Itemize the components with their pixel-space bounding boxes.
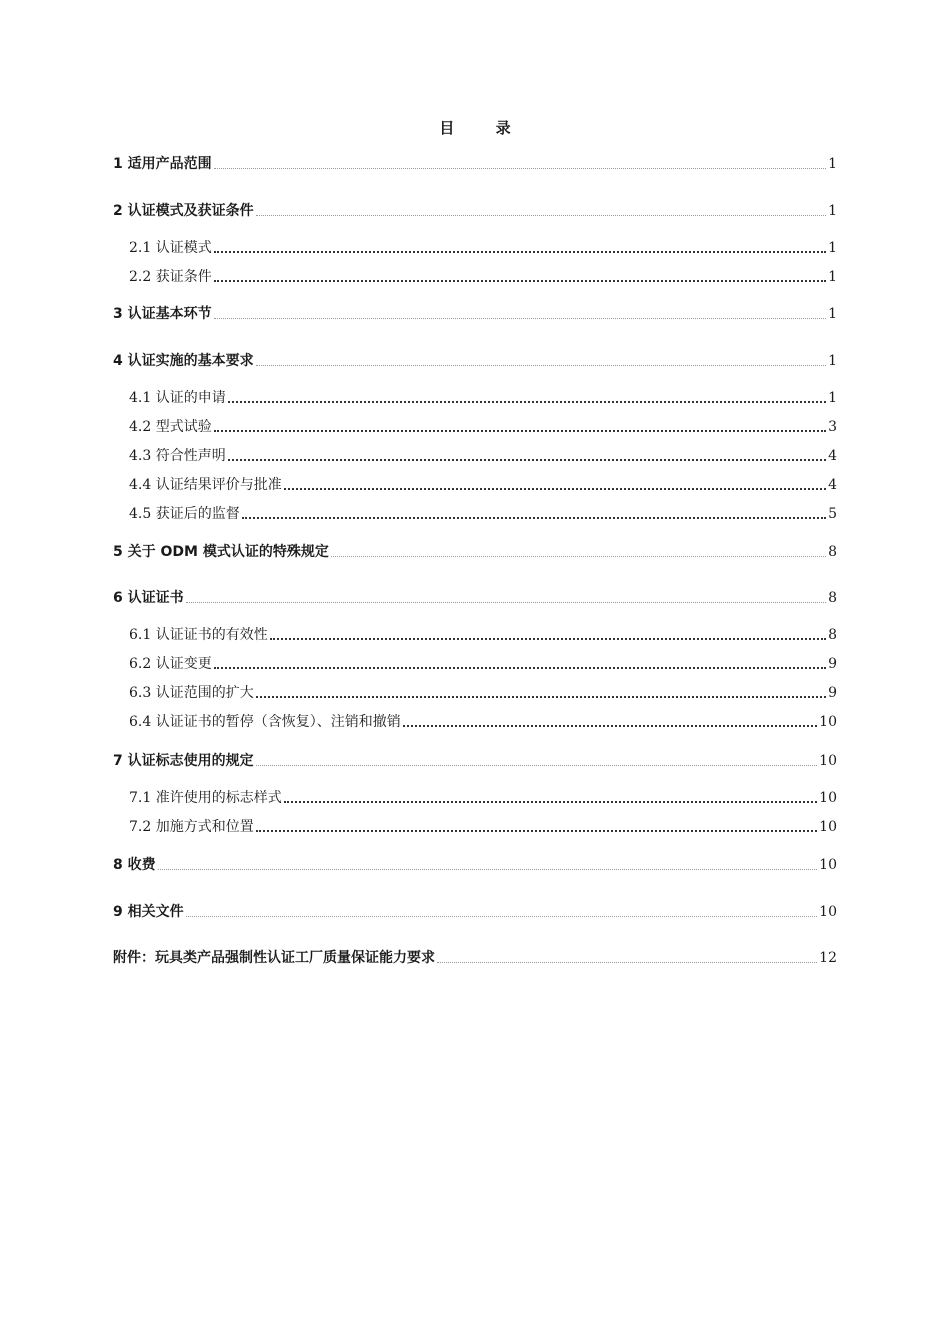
- dot-leader: [284, 487, 826, 490]
- toc-entry-label: 7.1 准许使用的标志样式: [129, 790, 282, 806]
- toc-title: 目 录: [439, 119, 529, 137]
- dot-leader: [284, 800, 817, 803]
- toc-entry-label: 5 关于 ODM 模式认证的特殊规定: [113, 544, 329, 560]
- dot-leader: [214, 666, 826, 669]
- toc-entry-page: 10: [819, 857, 837, 873]
- toc-entry-7[interactable]: [113, 750, 837, 770]
- toc-entry-3[interactable]: [113, 303, 837, 323]
- dot-leader: [403, 724, 817, 727]
- toc-entry-page: 1: [828, 353, 837, 369]
- toc-entry-4[interactable]: [113, 350, 837, 370]
- toc-entry-page: 5: [828, 506, 837, 522]
- toc-entry-label: 6.4 认证证书的暂停（含恢复）、注销和撤销: [129, 714, 401, 730]
- dot-leader: [186, 915, 818, 917]
- dot-leader: [256, 695, 826, 698]
- toc-entry-1[interactable]: [113, 153, 837, 173]
- toc-entry-label: 7.2 加施方式和位置: [129, 819, 254, 835]
- toc-entry-label: 2.2 获证条件: [129, 269, 212, 285]
- toc-entry-label: 2.1 认证模式: [129, 240, 212, 256]
- toc-entry-page: 10: [819, 819, 837, 835]
- toc-entry-page: 3: [828, 419, 837, 435]
- toc-entry-page: 9: [828, 656, 837, 672]
- toc-entry-page: 10: [819, 904, 837, 920]
- toc-entry-4-3[interactable]: [129, 445, 837, 465]
- toc-entry-label: 2 认证模式及获证条件: [113, 203, 254, 219]
- toc-entry-2-1[interactable]: [129, 237, 837, 257]
- dot-leader: [256, 764, 818, 766]
- toc-entry-6-4[interactable]: [129, 711, 837, 731]
- toc-entry-7-1[interactable]: [129, 787, 837, 807]
- toc-entry-label: 4.1 认证的申请: [129, 390, 226, 406]
- toc-entry-label: 8 收费: [113, 857, 156, 873]
- dot-leader: [242, 516, 826, 519]
- toc-entry-page: 4: [828, 448, 837, 464]
- toc-entry-label: 1 适用产品范围: [113, 156, 212, 172]
- dot-leader: [228, 400, 826, 403]
- toc-entry-4-5[interactable]: [129, 503, 837, 523]
- toc-entry-page: 8: [828, 544, 837, 560]
- toc-entry-page: 12: [819, 950, 837, 966]
- toc-entry-page: 8: [828, 627, 837, 643]
- toc-entry-appendix[interactable]: [113, 947, 837, 967]
- toc-entry-page: 10: [819, 714, 837, 730]
- toc-entry-page: 1: [828, 203, 837, 219]
- toc-entry-label: 6 认证证书: [113, 590, 184, 606]
- toc-entry-6-3[interactable]: [129, 682, 837, 702]
- toc-entry-label: 9 相关文件: [113, 904, 184, 920]
- dot-leader: [214, 250, 826, 253]
- toc-entry-page: 1: [828, 156, 837, 172]
- toc-entry-label: 附件：玩具类产品强制性认证工厂质量保证能力要求: [113, 950, 435, 966]
- toc-entry-label: 3 认证基本环节: [113, 306, 212, 322]
- toc-entry-7-2[interactable]: [129, 816, 837, 836]
- toc-entry-6[interactable]: [113, 587, 837, 607]
- dot-leader: [228, 458, 826, 461]
- dot-leader: [186, 601, 826, 603]
- toc-entry-4-2[interactable]: [129, 416, 837, 436]
- dot-leader: [158, 868, 818, 870]
- toc-entry-page: 10: [819, 790, 837, 806]
- toc-entry-label: 4.4 认证结果评价与批准: [129, 477, 282, 493]
- dot-leader: [331, 555, 826, 557]
- toc-entry-4-1[interactable]: [129, 387, 837, 407]
- toc-entry-page: 9: [828, 685, 837, 701]
- toc-entry-6-1[interactable]: [129, 624, 837, 644]
- toc-entry-page: 4: [828, 477, 837, 493]
- toc-entry-2[interactable]: [113, 200, 837, 220]
- dot-leader: [214, 279, 826, 282]
- toc-entry-label: 4.3 符合性声明: [129, 448, 226, 464]
- dot-leader: [437, 961, 817, 963]
- dot-leader: [270, 637, 826, 640]
- toc-entry-label: 7 认证标志使用的规定: [113, 753, 254, 769]
- toc-entry-9[interactable]: [113, 901, 837, 921]
- dot-leader: [214, 429, 826, 432]
- toc-entry-label: 4.5 获证后的监督: [129, 506, 240, 522]
- toc-entry-6-2[interactable]: [129, 653, 837, 673]
- toc-entry-page: 1: [828, 390, 837, 406]
- dot-leader: [256, 829, 817, 832]
- dot-leader: [214, 167, 826, 169]
- toc-entry-label: 4 认证实施的基本要求: [113, 353, 254, 369]
- toc-entry-page: 1: [828, 306, 837, 322]
- toc-entry-page: 8: [828, 590, 837, 606]
- toc-entry-page: 10: [819, 753, 837, 769]
- toc-entry-label: 6.3 认证范围的扩大: [129, 685, 254, 701]
- toc-entry-label: 6.1 认证证书的有效性: [129, 627, 268, 643]
- toc-entry-label: 4.2 型式试验: [129, 419, 212, 435]
- toc-entry-5[interactable]: [113, 541, 837, 561]
- toc-entry-4-4[interactable]: [129, 474, 837, 494]
- toc-entry-8[interactable]: [113, 854, 837, 874]
- toc-entry-2-2[interactable]: [129, 266, 837, 286]
- dot-leader: [256, 214, 826, 216]
- toc-entry-page: 1: [828, 240, 837, 256]
- toc-entry-page: 1: [828, 269, 837, 285]
- dot-leader: [214, 317, 826, 319]
- dot-leader: [256, 364, 826, 366]
- toc-entry-label: 6.2 认证变更: [129, 656, 212, 672]
